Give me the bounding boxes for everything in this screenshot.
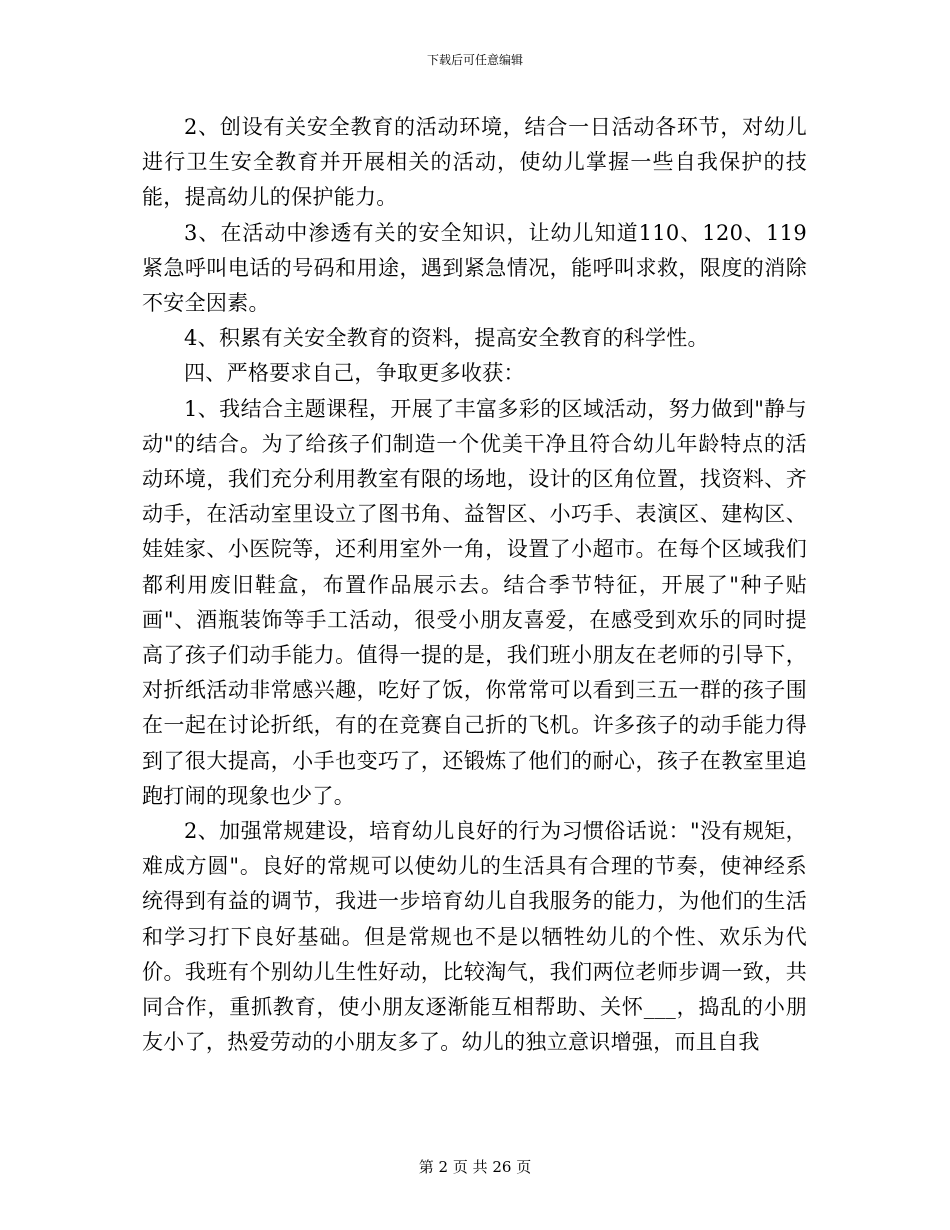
paragraph-area-activities: 1、我结合主题课程，开展了丰富多彩的区域活动，努力做到"静与动"的结合。为了给孩子们制造一个优美干净且符合幼儿年龄特点的活动环境，我们充分利用教室有限的场地，设计的区角位置，找资料、齐动手，在活动室里设立了图书角、益智区、小巧手、表演区、建构区、娃娃家、小医院等，还利用室外一角，设置了小超市。在每个区域我们都利用废旧鞋盒，布置作品展示去。结合季节特征，开展了"种子贴画"、酒瓶装饰等手工活动，很受小朋友喜爱，在感受到欢乐的同时提高了孩子们动手能力。值得一提的是，我们班小朋友在老师的引导下，对折纸活动非常感兴趣，吃好了饭，你常常可以看到三五一群的孩子围在一起在讨论折纸，有的在竞赛自己折的飞机。许多孩子的动手能力得到了很大提高，小手也变巧了，还锻炼了他们的耐心，孩子在教室里追跑打闹的现象也少了。 [142, 396, 807, 808]
paragraph-safety-environment: 2、创设有关安全教育的活动环境，结合一日活动各环节，对幼儿进行卫生安全教育并开展相关的活动，使幼儿掌握一些自我保护的技能，提高幼儿的保护能力。 [142, 115, 807, 210]
page-footer: 第 2 页 共 26 页 [418, 1158, 532, 1176]
paragraph-safety-materials: 4、积累有关安全教育的资料，提高安全教育的科学性。 [184, 326, 709, 351]
section-heading-strict-requirements: 四、严格要求自己，争取更多收获： [184, 361, 525, 386]
document-body [142, 110, 807, 1060]
paragraph-safety-knowledge: 3、在活动中渗透有关的安全知识，让幼儿知道110、120、119紧急呼叫电话的号码和用途，遇到紧急情况，能呼叫求救，限度的消除不安全因素。 [142, 220, 807, 316]
paragraph-routine-building: 2、加强常规建设，培育幼儿良好的行为习惯俗话说："没有规矩，难成方圆"。良好的常规可以使幼儿的生活具有合理的节奏，使神经系统得到有益的调节，我进一步培育幼儿自我服务的能力，为他们的生活和学习打下良好基础。但是常规也不是以牺牲幼儿的个性、欢乐为代价。我班有个别幼儿生性好动，比较淘气，我们两位老师步调一致，共同合作，重抓教育，使小朋友逐渐能互相帮助、关怀___，捣乱的小朋友小了，热爱劳动的小朋友多了。幼儿的独立意识增强，而且自我 [142, 819, 807, 1055]
page-header: 下载后可任意编辑 [426, 53, 523, 67]
